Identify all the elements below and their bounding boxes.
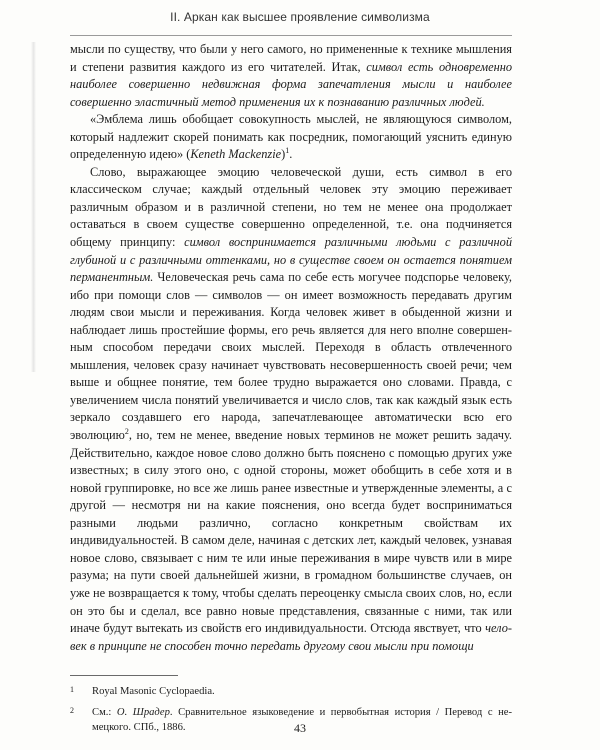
page-edge-shade [31, 42, 36, 372]
footnote-ref-1[interactable]: 1 [285, 146, 290, 156]
footnote-author: О. Шрадер [116, 707, 170, 718]
page-number: 43 [294, 721, 306, 735]
footnote-text-tail: . Сравнительное языковедение и первобытная история / Перевод с немецкого. СПб., 1886. [92, 707, 513, 733]
paragraph-1-italic: символ есть одновременно наиболее совершенно недвижная форма запечатления мысли и наиболее совершенно эластичный метод применения их к познаванию различных людей. [70, 59, 512, 109]
paragraph-3-text-a: Слово, выражающее эмоцию человеческой души, есть символ в его классическом случае; каждый отдельный человек эту эмоцию переживает различным образом и в различной степени, но тем не менее она продолжает оставаться в своем существе совершенно определенной, т.е. она подчиняется общему принципу: [70, 164, 512, 250]
footnote-mark: 2 [70, 706, 74, 715]
footnote-text: См.: [92, 707, 117, 718]
paragraph-3 [70, 164, 512, 655]
paragraph-3-text-b: Человеческая речь сама по себе есть могучее подспорье человеку, ибо при помощи слов — символов — он имеет возможность передавать другим людям свои мысли и переживания. Когда человек живет в обыденной жизни и наблюдает лишь простейшие формы, его речь является для него вполне совершенным способом передачи своих мыслей. Переходя в область отвлеченного мышления, человек сразу начинает чувствовать несовершенность своей речи; чем выше и общнее понятие, тем более трудно выражается оно словами. Правда, с увеличением числа понятий увеличивается и число слов, так как каждый язык есть зеркало создавшего его народа, запечатлевающее автоматически всю его эволюцию [70, 270, 512, 443]
paragraph-3-italic-a: символ воспринимается различными людьми с различной глубиной и с различными оттенками, но в существе своем он остается понятием перманентным. [70, 235, 512, 285]
quote-close: ) [281, 147, 286, 162]
paragraph-2-quote [70, 111, 512, 164]
footnote-ref-2[interactable]: 2 [124, 426, 129, 436]
paragraph-1-text: мысли по существу, что были у него самого, но примененные к технике мышления и степени развития каждого из его читателей. Итак, [70, 42, 512, 74]
paragraph-3-italic-b: человек в принципе не способен точно передать другому свои мысли при помощи [70, 621, 512, 653]
quote-author: Keneth Mackenzie [190, 147, 282, 162]
footnote-rule [70, 675, 178, 676]
footnote-mark: 1 [70, 685, 74, 694]
quote-text: «Эмблема лишь обобщает совокупность мыслей, не являющуюся символом, который надлежит скорей понимать как посредник, помогающий уяснить единую определенную идею» ( [70, 112, 512, 162]
running-head: II. Аркан как высшее проявление символизма [170, 10, 430, 24]
quote-period: . [289, 147, 293, 162]
paragraph-3-text-c: , но, тем не менее, введение новых терминов не может решить задачу. Действительно, каждое новое слово должно быть пояснено с помощью других уже известных; в силу этого оно, с одной стороны, может обобщить в себе хотя и в новой группировке, но все же лишь ранее известные и утвержденные элементы, а с другой — несмотря ни на какие пояснения, оно всегда будет восприниматься разными людьми различно, согласно конкретным свойствам их индивидуальностей. В самом деле, начиная с детских лет, каждый человек, узнавая новое слово, связывает с ним те или иные переживания в мире чувств или в мире разума; на пути своей дальнейшей жизни, в громадном большинстве случаев, он уже не возвращается к тому, чтобы сделать переоценку смысла своих слов, но, если он это бы и сделал, все равно новые представления, связанные с ними, так или иначе будут вытекать из свойств его индивидуальности. Отсюда явствует, что [70, 428, 512, 636]
footnote-1 [70, 684, 512, 699]
footnote-text: Royal Masonic Cyclopaedia. [92, 686, 215, 697]
body-text [70, 41, 512, 655]
header-rule [70, 35, 512, 36]
paragraph-1 [70, 41, 512, 111]
